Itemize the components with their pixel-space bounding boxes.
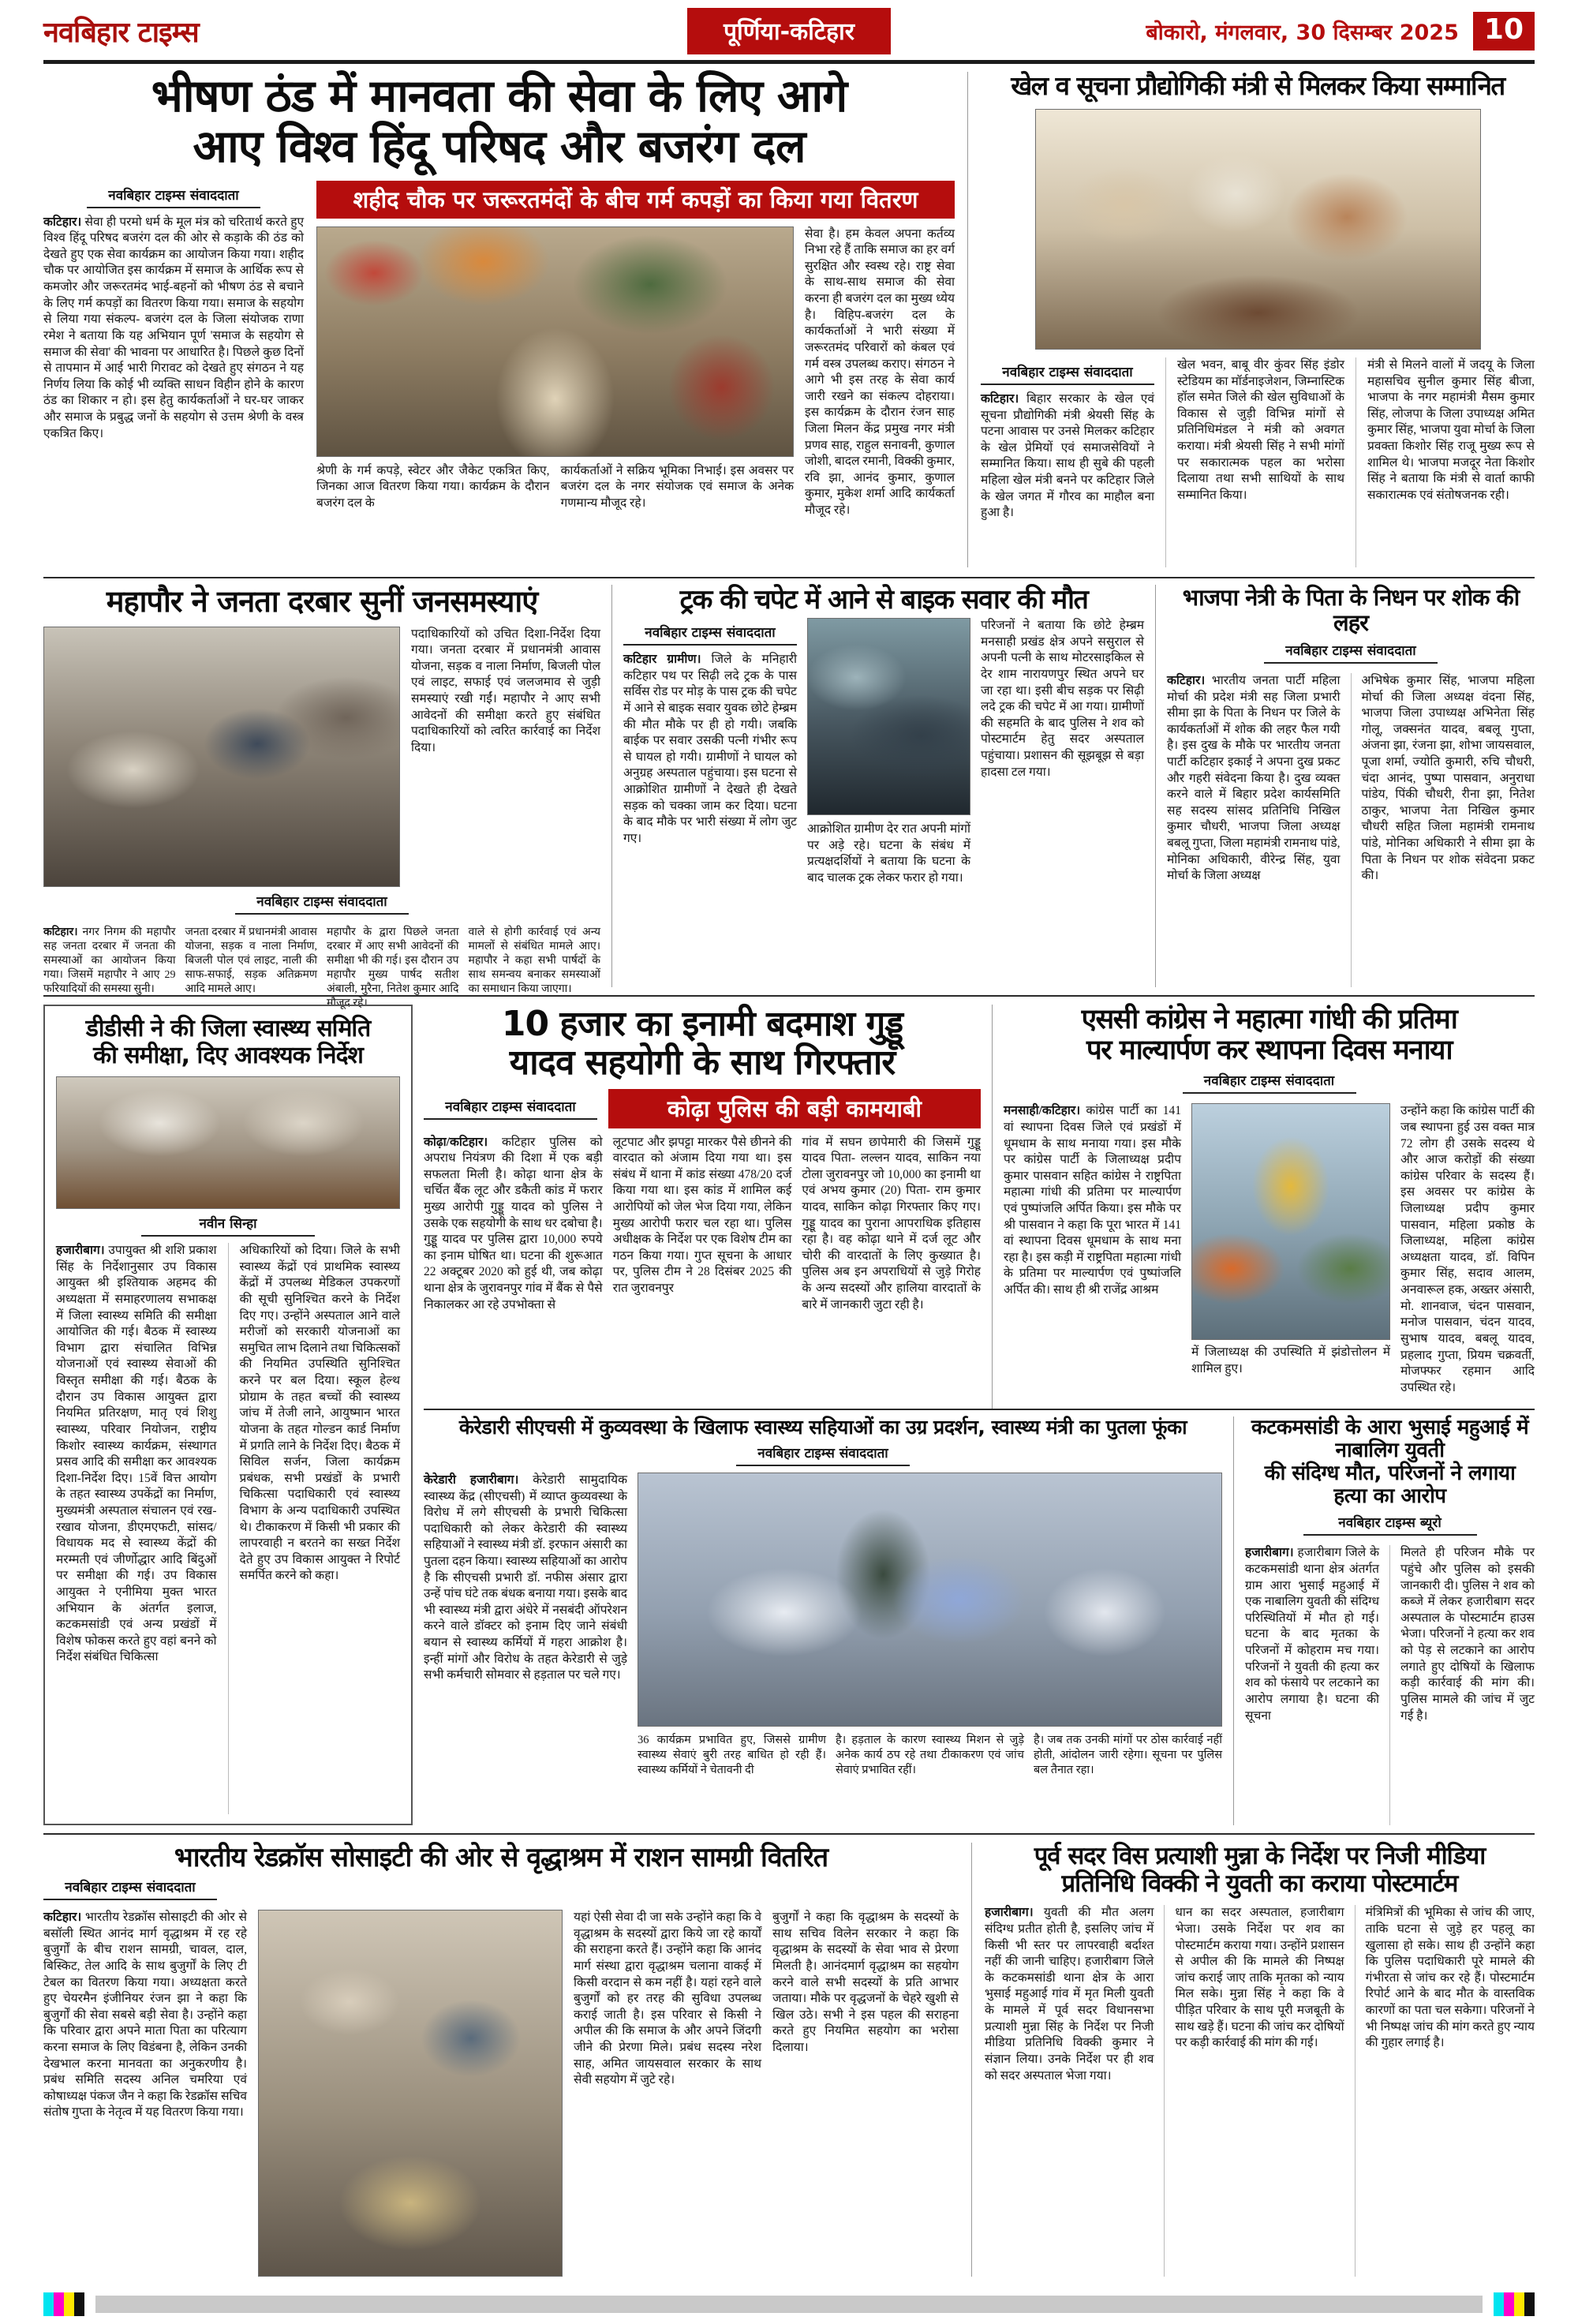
vertical-separator: [992, 1005, 993, 1409]
truck-column-1: [623, 618, 797, 987]
congress-column-3: उन्होंने कहा कि कांग्रेस पार्टी की जब स्थापना हुई उस वक्त मात्र 72 लोग ही उसके सदस्य थे और आज करोड़ों की संख्या कांग्रेस परिवार के सदस्य हैं। इस अवसर पर कांग्रेस के जिलाध्यक्ष प्रदीप कुमार पासवान, महिला प्रकोष्ठ के जिलाध्यक्ष, महिला कांग्रेस अध्यक्षता यादव, डॉ. विपिन कुमार सिंह, सदाव आलम, अनवारूल हक, अख्तर अंसारी, मो. शानवाज, चंदन पासवान, मनोज पासवान, चंदन यादव, सुभाष यादव, बबलू यादव, प्रहलाद गुप्ता, प्रियम चक्रवर्ती, मोजफ्फर रहमान आदि उपस्थित रहे।: [1400, 1104, 1535, 1394]
mayor-dateline: कटिहार।: [43, 926, 78, 938]
ddc-column-2: अधिकारियों को दिया। जिले के सभी स्वास्थ्य केंद्रों एवं प्राथमिक स्वास्थ्य केंद्रों में उपलब्ध मेडिकल उपकरणों की सूची सुनिश्चित करने के निर्देश दिए गए। उन्होंने अस्पताल आने वाले मरीजों को सरकारी योजनाओं का समुचित लाभ दिलाने तथा चिकित्सकों की नियमित उपस्थिति सुनिश्चित करने पर बल दिया। स्कूल हेल्थ प्रोग्राम के तहत बच्चों की स्वास्थ्य जांच में तेजी लाने, आयुष्मान भारत योजना के तहत गोल्डन कार्ड निर्माण में प्रगति लाने के निर्देश दिए। बैठक में सिविल सर्जन, जिला कार्यक्रम प्रबंधक, सभी प्रखंडों के प्रभारी चिकित्सा पदाधिकारी एवं स्वास्थ्य विभाग के अन्य पदाधिकारी उपस्थित थे। टीकाकरण में किसी भी प्रकार की लापरवाही न बरतने का सख्त निर्देश देते हुए उप विकास आयुक्त ने रिपोर्ट समर्पित करने को कहा।: [228, 1243, 401, 1814]
mayor-byline: नवबिहार टाइम्स संवाददाता: [235, 892, 409, 915]
vhp-column-4: सेवा है। हम केवल अपना कर्तव्य निभा रहे हैं ताकि समाज का हर वर्ग सुरक्षित और स्वस्थ रहे। राष्ट्र सेवा के साथ-साथ समाज की सेवा करना ही बजरंग दल का मुख्य ध्येय है। विहिप-बजरंग दल के कार्यकर्ताओं ने भारी संख्या में जरूरतमंद परिवारों को कंबल एवं गर्म वस्त्र उपलब्ध कराए। संगठन ने आगे भी इस तरह के सेवा कार्य जारी रखने का संकल्प दोहराया। इस कार्यक्रम के दौरान रंजन साह जिला मिलन केंद्र प्रमुख नगर मंत्री प्रणव साह, राहुल सनावनी, कुणाल जोशी, बादल रमानी, विक्की कुमार, रवि झा, आनंद कुमार, कुणाल कुमार, मुकेश शर्मा आदि कार्यकर्ता मौजूद रहे।: [805, 226, 955, 518]
katkam-headline-line2: की संदिग्ध मौत, परिजनों ने लगाया हत्या का आरोप: [1264, 1461, 1516, 1509]
congress-byline: नवबिहार टाइम्स संवाददाता: [1183, 1071, 1356, 1094]
article-minister-honour: [981, 72, 1535, 567]
yellow-registration-bar: [64, 2292, 74, 2316]
vhp-text-1-body: सेवा ही परमो धर्म के मूल मंत्र को चरितार्थ करते हुए विश्व हिंदू परिषद बजरंग दल की ओर से कड़ाके की ठंड को देखते हुए एक सेवा कार्यक्रम का आयोजन किया गया। शहीद चौक पर आयोजित इस कार्यक्रम में समाज के आर्थिक रूप से कमजोर और जरूरतमंद भाई-बहनों को भीषण ठंड से बचाने के लिए गर्म कपड़ों का वितरण किया गया। समाज के सहयोग से लिया गया संकल्प- बजरंग दल के जिला संयोजक राणा रमेश ने बताया कि यह अभियान पूर्ण 'समाज के सहयोग से समाज की सेवा' की भावना पर आधारित है। पिछले कुछ दिनों से तापमान में आई भारी गिरावट को देखते हुए संगठन ने यह निर्णय लिया कि कोई भी व्यक्ति साधन विहीन होने के कारण ठंड का शिकार न हो। इस हेतु कार्यकर्ताओं ने घर-घर जाकर और समाज के प्रबुद्ध जनों के सहयोग से उत्तम श्रेणी के वस्त्र एकत्रित किए।: [43, 215, 305, 440]
band-second: [43, 577, 1535, 1010]
article-katkamsandi-death: [1245, 1416, 1535, 1825]
congress-photo-column: [1191, 1103, 1390, 1409]
article-truck-accident: [623, 585, 1144, 987]
article-mayor-darbar: [43, 584, 600, 1010]
page-number: 10: [1473, 12, 1535, 51]
article-ddc-health-review: [43, 1005, 413, 1825]
article-postmortem: [985, 1843, 1535, 2277]
band-top: [43, 64, 1535, 577]
bjp-headline: भाजपा नेत्री के पिता के निधन पर शोक की लहर: [1182, 584, 1520, 637]
minister-columns: [981, 357, 1535, 567]
black-registration-bar: [1524, 2292, 1535, 2316]
katkam-column-2: मिलते ही परिजन मौके पर पहुंचे और पुलिस को इसकी जानकारी दी। पुलिस ने शव को कब्जे में लेकर हजारीबाग सदर अस्पताल के पोस्टमार्टम हाउस भेजा। परिजनों ने हत्या कर शव को पेड़ से लटकाने का आरोप लगाते हुए दोषियों के खिलाफ कड़ी कार्रवाई की मांग की। पुलिस मामले की जांच में जुट गई है।: [1389, 1545, 1535, 1825]
mayor-bottom-3: महापौर के द्वारा पिछले जनता दरबार में आए सभी आवेदनों की समीक्षा भी की गई। इस दौरान उप महापौर मुख्य पार्षद सतीश अंबाली, मुरैना, नितेश कुमार आदि मौजूद रहे।: [327, 926, 459, 1010]
truck-headline: ट्रक की चपेट में आने से बाइक सवार की मौत: [679, 584, 1088, 616]
page-header: [43, 8, 1535, 54]
article-redcross-ration: [43, 1843, 959, 2277]
vhp-headline: [43, 72, 955, 173]
magenta-registration-bar: [54, 2292, 64, 2316]
congress-headline-line1: एससी कांग्रेस ने महात्मा गांधी की प्रतिमा: [1081, 1004, 1457, 1035]
vhp-byline: नवबिहार टाइम्स संवाददाता: [87, 185, 260, 208]
ddc-headline-line2: की समीक्षा, दिए आवश्यक निर्देश: [93, 1041, 363, 1069]
congress-photo-subtext: में जिलाध्यक्ष की उपस्थिति में झंडोत्तोलन में शामिल हुए।: [1191, 1345, 1390, 1375]
vhp-caption-row: [316, 463, 794, 512]
badmash-byline-row: [424, 1089, 981, 1128]
katkam-dateline: हजारीबाग।: [1245, 1546, 1294, 1560]
congress-headline: [1004, 1005, 1535, 1066]
mayor-bottom-2: जनता दरबार में प्रधानमंत्री आवास योजना, सड़क व नाला निर्माण, बिजली पोल एवं लाइट, नाली की साफ-सफाई, सड़क अतिक्रमण आदि मामले आए।: [185, 926, 317, 996]
bjp-column-1: [1167, 673, 1341, 987]
vhp-right-block: [316, 181, 955, 567]
keredari-bottom-columns: [638, 1733, 1222, 1825]
bjp-byline: नवबिहार टाइम्स संवाददाता: [1264, 641, 1438, 664]
truck-column-3: परिजनों ने बताया कि छोटे हेम्ब्रम मनसाही प्रखंड क्षेत्र अपने ससुराल से अपनी पत्नी के साथ मोटरसाइकिल से देर शाम नारायणपुर स्थित अपने घर जा रहा था। इसी बीच सड़क पर सिढ़ी लदे ट्रक की चपेट में आ गया। ग्रामीणों की सहमति के बाद पुलिस ने शव को पोस्टमार्टम हेतु सदर अस्पताल पहुंचाया। प्रशासन की सूझबूझ से बड़ा हादसा टल गया।: [981, 619, 1144, 779]
bjp-column-1-body: भारतीय जनता पार्टी महिला मोर्चा की प्रदेश मंत्री सह जिला प्रभारी सीमा झा के पिता के निधन पर जिले के कार्यकर्ताओं में शोक की लहर फैल गयी है। इस दुख के मौके पर भारतीय जनता पार्टी कटिहार इकाई ने अपना दुख प्रकट और गहरी संवेदना किया है। दुख व्यक्त करने वाले में बिहार प्रदेश कार्यसमिति सह सदस्य सांसद प्रतिनिधि निखिल कुमार चौधरी, भाजपा जिला अध्यक्ष बबलू गुप्ता, जिला महामंत्री रामनाथ पांडे, मोनिका अधिकारी, वीरेन्द्र सिंह, युवा मोर्चा के जिला अध्यक्ष: [1167, 673, 1341, 883]
badmash-column-1-body: कटिहार पुलिस को अपराध नियंत्रण की दिशा में एक बड़ी सफलता मिली है। कोढ़ा थाना क्षेत्र के चर्चित बैंक लूट और डकैती कांड में फरार मुख्य आरोपी गुड्डू यादव को पुलिस ने उसके एक सहयोगी के साथ धर दबोचा है। गुड्डू यादव पर पुलिस द्वारा 10,000 रुपये का इनाम घोषित था। घटना की शुरूआत 22 अक्टूबर 2020 को हुई थी, जब कोढ़ा थाना क्षेत्र के जुरावनपुर गांव में बैंक से पैसे निकालकर आ रहे उपभोक्ता से: [424, 1135, 603, 1312]
article-congress-foundation-day: [1004, 1005, 1535, 1409]
newspaper-masthead: नवबिहार टाइम्स: [43, 16, 199, 49]
minister-column-2: खेल भवन, बाबू वीर कुंवर सिंह इंडोर स्टेडियम का मॉर्डनाइजेशन, जिम्नास्टिक हॉल समेत जिले की खेल सुविधाओं के विकास से जुड़ी विभिन्न मांगों से प्रतिनिधिमंडल ने मंत्री को अवगत कराया। मंत्री श्रेयसी सिंह ने सभी मांगों पर सकारात्मक पहल का भरोसा दिलाया तथा सभी साथियों के साथ सम्मानित किया।: [1165, 357, 1344, 567]
mayor-photo-row: [43, 627, 600, 887]
badmash-column-2: लूटपाट और झपट्टा मारकर पैसे छीनने की वारदात को अंजाम दिया गया था। इस संबंध में थाना में कांड संख्या 478/20 दर्ज किया गया था। इस कांड में शामिल कई आरोपियों को जेल भेज दिया गया, लेकिन मुख्य आरोपी फरार चल रहा था। पुलिस अधीक्षक के निर्देश पर एक विशेष टीम का गठन किया गया। गुप्त सूचना के आधार पर, पुलिस टीम ने 28 दिसंबर 2025 की रात जुरावनपुर: [612, 1135, 792, 1296]
postmortem-column-3: मंत्रिमित्रों की भूमिका से जांच की जाए, ताकि घटना से जुड़े हर पहलू का खुलासा हो सके। साथ ही उन्होंने कहा कि पुलिस पदाधिकारी पूरे मामले की गंभीरता से जांच कर रहे हैं। पोस्टमार्टम रिपोर्ट आने के बाद मौत के वास्तविक कारणों का पता चल सकेगा। परिजनों ने भी निष्पक्ष जांच की मांग करते हुए न्याय की गुहार लगाई है।: [1355, 1905, 1535, 2277]
redcross-dateline: कटिहार।: [43, 1910, 82, 1925]
bjp-columns: [1167, 673, 1535, 987]
vhp-photo-block: [316, 226, 794, 567]
keredari-protest-photo: [638, 1473, 1222, 1727]
vertical-separator: [971, 1843, 972, 2277]
ddc-meeting-photo: [56, 1076, 400, 1209]
vhp-caption-2: कार्यकर्ताओं ने सक्रिय भूमिका निभाई। इस अवसर पर बजरंग दल के नगर संयोजक एवं समाज के अनेक गणमान्य मौजूद रहे।: [560, 463, 794, 510]
mayor-headline: महापौर ने जनता दरबार सुनीं जनसमस्याएं: [106, 584, 538, 619]
vertical-separator: [967, 72, 968, 567]
katkam-column-1-body: हजारीबाग जिले के कटकमसांडी थाना क्षेत्र अंतर्गत ग्राम आरा भुसाई महुआई में एक नाबालिग युवती की संदिग्ध परिस्थितियों में मौत हो गई। घटना के बाद मृतका के परिजनों में कोहराम मच गया। परिजनों ने युवती की हत्या कर शव को फंसाये पर लटकाने का आरोप लगाया है। घटना की सूचना: [1245, 1546, 1380, 1723]
minister-text-1-body: बिहार सरकार के खेल एवं सूचना प्रौद्योगिकी मंत्री श्रेयसी सिंह के पटना आवास पर उनसे मिलकर कटिहार के खेल प्रेमियों एवं समाजसेवियों ने सम्मानित किया। साथ ही सुबे की पहली महिला खेल मंत्री बनने पर कटिहार जिले के खेल जगत में गौरव का माहौल बना हुआ है।: [981, 391, 1154, 520]
truck-photo-subtext: आक्रोशित ग्रामीण देर रात अपनी मांगों पर अड़े रहे। घटना के संबंध में प्रत्यक्षदर्शियों ने बताया कि घटना के बाद चालक ट्रक लेकर फरार हो गया।: [807, 822, 970, 885]
ddc-column-1-body: उपायुक्त श्री शशि प्रकाश सिंह के निर्देशानुसार उप विकास आयुक्त श्री इश्तियाक अहमद की अध्यक्षता में समाहरणालय सभाकक्ष में जिला स्वास्थ्य समिति की समीक्षा आयोजित की गई। बैठक में स्वास्थ्य विभाग द्वारा संचालित विभिन्न योजनाओं एवं स्वास्थ्य सेवाओं की विस्तृत समीक्षा की गई। बैठक के दौरान उप विकास आयुक्त द्वारा नियमित प्रतिरक्षण, मातृ एवं शिशु स्वास्थ्य, परिवार नियोजन, राष्ट्रीय किशोर स्वास्थ्य कार्यक्रम, संस्थागत प्रसव आदि की समीक्षा कर आवश्यक दिशा-निर्देश दिए। 15वें वित्त आयोग के तहत स्वास्थ्य उपकेंद्रों का निर्माण, मुख्यमंत्री अस्पताल संचालन एवं रख-रखाव योजना, डीएमएफटी, सांसद/विधायक मद से स्वास्थ्य केंद्रों की मरम्मती एवं जीर्णोद्धार आदि बिंदुओं पर समीक्षा की गई। उप विकास आयुक्त ने एनीमिया मुक्त भारत अभियान के अंतर्गत इलाज, कटकमसांडी एवं अन्य प्रखंडों में विशेष फोकस करते हुए वहां बनने को निर्देश संबंधित चिकित्सा: [56, 1244, 217, 1664]
badmash-red-kicker: कोढ़ा पुलिस की बड़ी कामयाबी: [608, 1089, 981, 1128]
ddc-headline: [56, 1016, 400, 1068]
redcross-column-4: बुजुर्गों ने कहा कि वृद्धाश्रम के सदस्यों के साथ सचिव विलेन सरकार ने कहा कि वृद्धाश्रम के सदस्यों के सेवा भाव से प्रेरणा मिलती है। आनंदमार्ग वृद्धाश्रम का सहयोग करने वाले सभी सदस्यों के प्रति आभार जताया। मौके पर वृद्धजनों के चेहरे खुशी से खिल उठे। सभी ने इस पहल की सराहना करते हुए नियमित सहयोग का भरोसा दिलाया।: [772, 1910, 959, 2054]
ddc-headline-line1: डीडीसी ने की जिला स्वास्थ्य समिति: [85, 1015, 371, 1042]
cyan-registration-bar: [43, 2292, 54, 2316]
postmortem-column-1-body: युवती की मौत अलग संदिग्ध प्रतीत होती है, इसलिए जांच में किसी भी स्तर पर लापरवाही बर्दाश्त नहीं की जानी चाहिए। हजारीबाग जिले के कटकमसांडी थाना क्षेत्र के आरा भुसाई महुआई गांव में मृत मिली युवती के मामले में पूर्व सदर विधानसभा प्रत्याशी मुन्ना सिंह के निर्देश पर निजी मीडिया प्रतिनिधि विक्की कुमार ने संज्ञान लिया। उनके निर्देश पर ही शव को सदर अस्पताल भेजा गया।: [985, 1906, 1154, 2083]
congress-headline-line2: पर माल्यार्पण कर स्थापना दिवस मनाया: [1086, 1035, 1453, 1067]
redcross-columns: [43, 1910, 959, 2277]
vhp-distribution-photo: [316, 226, 794, 457]
keredari-dateline: केरेडारी हजारीबाग।: [424, 1473, 519, 1487]
congress-columns: [1004, 1103, 1535, 1409]
keredari-bottom-3: है। जब तक उनकी मांगों पर ठोस कार्रवाई नहीं होती, आंदोलन जारी रहेगा। सूचना पर पुलिस बल तैनात रहा।: [1034, 1734, 1222, 1776]
vhp-headline-line1: भीषण ठंड में मानवता की सेवा के लिए आगे: [151, 70, 847, 122]
ddc-dateline: हजारीबाग।: [56, 1244, 105, 1258]
katkam-column-1: [1245, 1545, 1379, 1825]
congress-column-1: [1004, 1103, 1181, 1409]
badmash-headline-line1: 10 हजार का इनामी बदमाश गुड्डू: [501, 1004, 903, 1044]
gray-press-bar: [95, 2296, 1483, 2313]
badmash-column-3: गांव में सघन छापेमारी की जिसमें गुड्डू यादव पिता- लल्लन यादव, साकिन नया टोला जुरावनपुर जो 10,000 का इनामी था एवं अभय कुमार (20) पिता- राम कुमार यादव, साकिन कोढ़ा गिरफ्तार किए गए। गुड्डू यादव का पुराना आपराधिक इतिहास रहा है। वह कोढ़ा थाने में दर्ज लूट और चोरी की वारदातों के लिए कुख्यात है। पुलिस अब इन अपराधियों से जुड़े गिरोह के अन्य सदस्यों और हालिया वारदातों के बारे में जानकारी जुटा रही है।: [802, 1135, 982, 1312]
article-vhp-cold-relief: [43, 72, 955, 567]
mayor-side-column: पदाधिकारियों को उचित दिशा-निर्देश दिया गया। जनता दरबार में प्रधानमंत्री आवास योजना, सड़क व नाला निर्माण, बिजली पोल एवं लाइट, सफाई एवं जलजमाव से जुड़ी समस्याएं रखी गईं। महापौर ने आए सभी आवेदनों की समीक्षा करते हुए संबंधित पदाधिकारियों को त्वरित कार्रवाई का निर्देश दिया।: [411, 627, 600, 754]
redcross-column-1: [43, 1910, 247, 2277]
minister-text-1: [981, 391, 1154, 522]
mayor-bottom-1-body: नगर निगम की महापौर सह जनता दरबार में जनता की समस्याओं का आयोजन किया गया। जिसमें महापौर ने आए 29 फरियादियों की समस्या सुनी।: [43, 926, 176, 996]
vhp-photo-row: [316, 226, 955, 567]
keredari-headline: केरेडारी सीएचसी में कुव्यवस्था के खिलाफ स्वास्थ्य सहियाओं का उग्र प्रदर्शन, स्वास्थ्य मंत्री का पुतला फूंका: [458, 1416, 1187, 1439]
postmortem-headline-line2: प्रतिनिधि विक्की ने युवती का कराया पोस्टमार्टम: [1061, 1869, 1458, 1898]
congress-column-1-body: कांग्रेस पार्टी का 141 वां स्थापना दिवस जिले एवं प्रखंडों में धूमधाम के साथ मनाया गया। इस मौके पर कांग्रेस पार्टी के जिलाध्यक्ष प्रदीप कुमार पासवान सहित कांग्रेस ने राष्ट्रपिता महात्मा गांधी की प्रतिमा पर माल्यार्पण एवं पुष्पांजलि अर्पित किया। इस मौके पर श्री पासवान ने कहा कि पूरा भारत में 141 वां स्थापना दिवस धूमधाम के साथ मना रहा है। इस कड़ी में राष्ट्रपिता महात्मा गांधी के प्रतिमा पर माल्यार्पण एवं पुष्पांजलि अर्पित की। साथ ही श्री राजेंद्र आश्रम: [1004, 1104, 1181, 1297]
ddc-byline: नवीन सिन्हा: [141, 1214, 315, 1237]
vertical-separator: [611, 585, 612, 987]
article-keredari-protest: [424, 1416, 1222, 1825]
band-middle: [43, 995, 1535, 1833]
congress-dateline: मनसाही/कटिहार।: [1004, 1104, 1081, 1118]
minister-dateline: कटिहार।: [981, 391, 1019, 406]
truck-text-1: [623, 652, 797, 847]
keredari-bottom-1: 36 कार्यक्रम प्रभावित हुए, जिससे ग्रामीण स्वास्थ्य सेवाएं बुरी तरह बाधित हो रही हैं। स्वास्थ्य कर्मियों ने चेतावनी दी: [638, 1734, 826, 1776]
band-bottom: [43, 1833, 1535, 2277]
congress-statue-photo: [1191, 1103, 1390, 1340]
mayor-meeting-photo: [43, 627, 400, 887]
vhp-body: [43, 181, 955, 567]
cyan-registration-bar: [1494, 2292, 1504, 2316]
truck-dateline: कटिहार ग्रामीण।: [623, 653, 701, 667]
ddc-column-1: [56, 1243, 217, 1814]
minister-byline: नवबिहार टाइम्स संवाददाता: [981, 362, 1154, 385]
postmortem-headline-line1: पूर्व सदर विस प्रत्याशी मुन्ना के निर्देश पर निजी मीडिया: [1034, 1842, 1486, 1870]
truck-accident-photo: [807, 618, 970, 815]
katkam-byline: नवबिहार टाइम्स ब्यूरो: [1303, 1513, 1477, 1536]
vhp-caption-1: श्रेणी के गर्म कपड़े, स्वेटर और जैकेट एकत्रित किए, जिनका आज वितरण किया गया। कार्यक्रम के दौरान बजरंग दल के: [316, 463, 550, 510]
postmortem-column-1: [985, 1905, 1154, 2277]
article-badmash-arrest: [424, 1005, 981, 1409]
print-registration-footer: [43, 2286, 1535, 2322]
masthead-zone: [43, 12, 687, 51]
article-bjp-condolence: [1167, 585, 1535, 987]
yellow-registration-bar: [1514, 2292, 1524, 2316]
minister-column-3: मंत्री से मिलने वालों में जदयू के जिला महासचिव सुनील कुमार सिंह बीजा, भाजपा के नगर महामंत्री मैसम कुमार सिंह, लोजपा के जिला उपाध्यक्ष अमित कुमार सिंह, भाजपा युवा मोर्चा के जिला प्रवक्ता किशोर सिंह राजू मुख्य रूप से शामिल थे। भाजपा मजदूर नेता किशोर सिंह ने बताया कि मंत्री से वार्ता काफी सकारात्मक एवं संतोषजनक रही।: [1356, 357, 1535, 567]
truck-column-2: [807, 618, 970, 987]
postmortem-headline: [985, 1843, 1535, 1897]
truck-text-1-body: जिले के मनिहारी कटिहार पथ पर सिढ़ी लदे ट्रक के पास सर्विस रोड पर मोड़ के पास ट्रक की चपेट में आने से बाइक सवार युवक छोटे हेम्ब्रम की मौत मौके पर ही हो गयी। जबकि बाईक पर सवार उसकी पत्नी गंभीर रूप से घायल हो गयी। ग्रामीणों ने घायल को अनुग्रह अस्पताल पहुंचाया। इस घटना से आक्रोशित ग्रामीणों ने देखते ही देखते सड़क को चक्का जाम कर दिया। घटना के बाद मौके पर भारी संख्या में लोग जुट गए।: [623, 653, 798, 845]
badmash-headline: [424, 1005, 981, 1083]
minister-group-photo: [1035, 109, 1481, 350]
redcross-distribution-photo: [258, 1910, 563, 2277]
mayor-bottom-columns: [43, 926, 600, 1012]
keredari-photo-block: [638, 1473, 1222, 1825]
truck-byline: नवबिहार टाइम्स संवाददाता: [623, 623, 797, 646]
black-registration-bar: [74, 2292, 84, 2316]
ddc-columns: [56, 1243, 400, 1814]
vertical-separator: [1233, 1416, 1234, 1825]
badmash-byline: नवबिहार टाइम्स संवाददाता: [424, 1097, 597, 1120]
badmash-columns: [424, 1135, 981, 1409]
vhp-headline-line2: आए विश्व हिंदू परिषद और बजरंग दल: [193, 120, 806, 173]
katkam-headline: [1245, 1416, 1535, 1508]
edition-label: पूर्णिया-कटिहार: [687, 8, 891, 54]
keredari-byline: नवबिहार टाइम्स संवाददाता: [736, 1443, 910, 1466]
katkam-columns: [1245, 1545, 1535, 1825]
vhp-subheadline: शहीद चौक पर जरूरतमंदों के बीच गर्म कपड़ों का किया गया वितरण: [316, 181, 955, 219]
badmash-dateline: कोढ़ा/कटिहार।: [424, 1135, 488, 1149]
keredari-body: [424, 1473, 1222, 1825]
row-keredari-katkam: [424, 1409, 1535, 1825]
keredari-bottom-2: है। हड़ताल के कारण स्वास्थ्य मिशन से जुड़े अनेक कार्य ठप रहे तथा टीकाकरण एवं जांच सेवाएं प्रभावित रहीं।: [836, 1734, 1024, 1776]
badmash-column-1: [424, 1135, 603, 1409]
dateline-zone: [891, 12, 1535, 51]
redcross-photo-block: [258, 1910, 563, 2277]
mayor-bottom-1: [43, 926, 176, 1012]
issue-dateline: बोकारो, मंगलवार, 30 दिसम्बर 2025: [1146, 20, 1459, 45]
magenta-registration-bar: [1504, 2292, 1514, 2316]
redcross-column-3: यहां ऐसी सेवा दी जा सके उन्होंने कहा कि वे वृद्धाश्रम के सदस्यों द्वारा किये जा रहे कार्यों की सराहना करते हैं। उन्होंने कहा कि आनंद मार्ग संस्था द्वारा वृद्धाश्रम चलाना वाकई में किसी वरदान से कम नहीं है। यहां रहने वाले बुजुर्गों को हर तरह की सुविधा उपलब्ध कराई जाती है। इस परिवार से किसी ने अपील की कि समाज के और अपने जिंदगी जीने की प्रेरणा मिले। प्रबंध सदस्य नरेश साह, अमित जायसवाल सरकार के साथ सेवी सहयोग में जुटे रहे।: [574, 1910, 761, 2087]
katkam-headline-line1: कटकमसांडी के आरा भुसाई महुआई में नाबालिग युवती: [1251, 1416, 1529, 1463]
postmortem-dateline: हजारीबाग।: [985, 1906, 1034, 1920]
badmash-headline-line2: यादव सहयोगी के साथ गिरफ्तार: [509, 1042, 896, 1083]
minister-column-1: [981, 357, 1154, 567]
row-badmash-congress: [424, 1005, 1535, 1409]
keredari-left-column-body: केरेडारी सामुदायिक स्वास्थ्य केंद्र (सीएचसी) में व्याप्त कुव्यवस्था के विरोध में लगे सीएचसी के प्रभारी चिकित्सा पदाधिकारी को लेकर केरेडारी की स्वास्थ्य सहियाओं ने स्वास्थ्य मंत्री डॉ. इरफान अंसारी का पुतला दहन किया। स्वास्थ्य सहियाओं का आरोप है कि सीएचसी प्रभारी डॉ. नफीस अंसार द्वारा उन्हें पांच घंटे तक बंधक बनाया गया। इसके बाद भी स्वास्थ्य मंत्री द्वारा अंधेरे में नसबंदी ऑपरेशन करने वाले डॉक्टर को इनाम दिए जाने संबंधी बयान से स्वास्थ्य कर्मियों में गहरा आक्रोश है। इन्हीं मांगों और विरोध के तहत केरेडारी से जुड़े सभी कर्मचारी सोमवार से हड़ताल पर चले गए।: [424, 1473, 627, 1682]
postmortem-column-2: धान का सदर अस्पताल, हजारीबाग भेजा। उसके निर्देश पर शव का पोस्टमार्टम कराया गया। उन्होंने प्रशासन से अपील की कि मामले की निष्पक्ष जांच कराई जाए ताकि मृतका को न्याय मिल सके। मुन्ना सिंह ने कहा कि वे पीड़ित परिवार के साथ पूरी मजबूती के साथ खड़े हैं। घटना की जांच कर दोषियों पर कड़ी कार्रवाई की मांग की गई।: [1164, 1905, 1344, 2277]
bjp-column-2: अभिषेक कुमार सिंह, भाजपा महिला मोर्चा की जिला अध्यक्ष वंदना सिंह, भाजपा जिला उपाध्यक्ष अभिनेता सिंह गोलू, जक्सनंत यादव, बबलू गुप्ता, अंजना झा, रंजना झा, शोभा जायसवाल, पूजा शर्मा, ज्योति कुमारी, रुचि चौधरी, चंदा आनंद, पुष्पा पासवान, अनुराधा पांडेय, पिंकी चौधरी, रीना झा, नितेश ठाकुर, भाजपा नेता निखिल कुमार चौधरी सहित जिला महामंत्री रामनाथ पांडे, मोनिका अधिकारी ने सीमा झा के पिता के निधन पर शोक संवेदना प्रकट की।: [1351, 673, 1535, 987]
bjp-dateline: कटिहार।: [1167, 673, 1206, 687]
vhp-dateline: कटिहार।: [43, 215, 82, 229]
redcross-headline: भारतीय रेडक्रॉस सोसाइटी की ओर से वृद्धाश्रम में राशन सामग्री वितरित: [174, 1842, 828, 1873]
redcross-byline: नवबिहार टाइम्स संवाददाता: [43, 1877, 217, 1900]
vertical-separator: [1155, 585, 1156, 987]
postmortem-columns: [985, 1905, 1535, 2277]
vhp-text-1: [43, 215, 304, 443]
redcross-column-1-body: भारतीय रेडक्रॉस सोसाइटी की ओर से बसॉली स्थित आनंद मार्ग वृद्धाश्रम में रह रहे बुजुर्गों के बीच राशन सामग्री, चावल, दाल, बिस्किट, तेल आदि के साथ बुजुर्गों के लिए टी टेबल का वितरण किया गया। अध्यक्षता करते हुए चेयरमैन इंजीनियर रंजन झा ने कहा कि बुजुर्गों की सेवा सबसे बड़ी सेवा है। उन्होंने कहा कि परिवार द्वारा अपने माता पिता का परित्याग करना समाज के लिए विडंबना है, लेकिन उनकी देखभाल करना मानवता का अनुकरणीय है। प्रबंध समिति सदस्य अनिल चमरिया एवं कोषाध्यक्ष पंकज जैन ने कहा कि रेडक्रॉस सचिव संतोष गुप्ता के नेतृत्व में यह वितरण किया गया।: [43, 1910, 247, 2120]
mayor-bottom-4: वाले से होगी कार्रवाई एवं अन्य मामलों से संबंधित मामले आए। महापौर ने कहा सभी पार्षदों के साथ समन्वय बनाकर समस्याओं का समाधान किया जाएगा।: [468, 926, 600, 996]
keredari-left-column: [424, 1473, 627, 1825]
truck-columns: [623, 618, 1144, 987]
vhp-column-1: [43, 181, 304, 567]
minister-headline: खेल व सूचना प्रौद्योगिकी मंत्री से मिलकर किया सम्मानित: [1011, 70, 1505, 101]
middle-right-stack: [424, 1005, 1535, 1825]
